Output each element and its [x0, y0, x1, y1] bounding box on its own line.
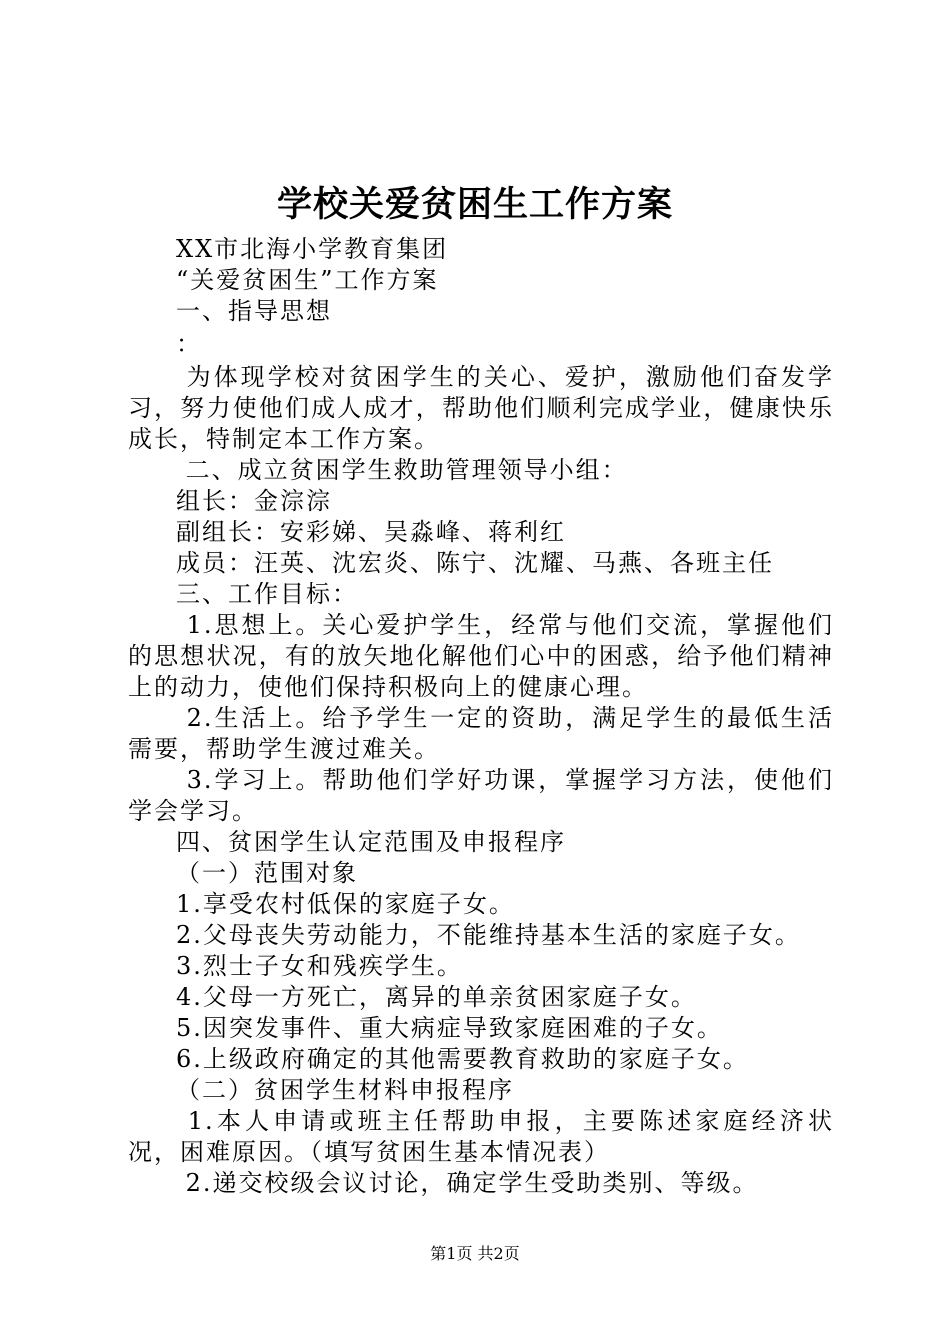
list-item: 6.上级政府确定的其他需要教育救助的家庭子女。 [176, 1045, 749, 1073]
list-item: 3.烈士子女和残疾学生。 [176, 952, 463, 980]
list-item: 2.递交校级会议讨论，确定学生受助类别、等级。 [176, 1169, 759, 1197]
document-title: 学校关爱贫困生工作方案 [276, 184, 673, 225]
paragraph: ： [176, 330, 202, 358]
document-body [128, 234, 834, 1199]
list-item: 1.本人申请或班主任帮助申报，主要陈述家庭经济状况，困难原因。（填写贫困生基本情况表） [128, 1107, 834, 1166]
paragraph: 成员：汪英、沈宏炎、陈宁、沈耀、马燕、各班主任 [176, 549, 774, 577]
paragraph: 3.学习上。帮助他们学好功课，掌握学习方法，使他们学会学习。 [128, 766, 834, 825]
paragraph: XX市北海小学教育集团 [176, 235, 449, 263]
paragraph: 为体现学校对贫困学生的关心、爱护，激励他们奋发学习，努力使他们成人成才，帮助他们顺利完成学业，健康快乐成长，特制定本工作方案。 [128, 363, 834, 453]
paragraph: 1.思想上。关心爱护学生，经常与他们交流，掌握他们的思想状况，有的放矢地化解他们心中的困惑，给予他们精神上的动力，使他们保持积极向上的健康心理。 [128, 611, 834, 701]
paragraph: “关爱贫困生”工作方案 [176, 266, 439, 294]
subsection-heading: （二）贫困学生材料申报程序 [176, 1076, 514, 1104]
subsection-heading: （一）范围对象 [176, 859, 358, 887]
list-item: 5.因突发事件、重大病症导致家庭困难的子女。 [176, 1014, 723, 1042]
section-heading: 二、成立贫困学生救助管理领导小组： [176, 456, 628, 484]
paragraph: 副组长：安彩娣、吴淼峰、蒋利红 [176, 518, 566, 546]
list-item: 4.父母一方死亡，离异的单亲贫困家庭子女。 [176, 983, 697, 1011]
paragraph: 2.生活上。给予学生一定的资助，满足学生的最低生活需要，帮助学生渡过难关。 [128, 704, 834, 763]
list-item: 1.享受农村低保的家庭子女。 [176, 890, 515, 918]
page-footer: 第1页 共2页 [430, 1244, 520, 1263]
list-item: 2.父母丧失劳动能力，不能维持基本生活的家庭子女。 [176, 921, 801, 949]
paragraph: 组长：金淙淙 [176, 487, 332, 515]
section-heading: 三、工作目标： [176, 580, 358, 608]
section-heading: 一、指导思想 [176, 297, 332, 325]
section-heading: 四、贫困学生认定范围及申报程序 [176, 828, 566, 856]
